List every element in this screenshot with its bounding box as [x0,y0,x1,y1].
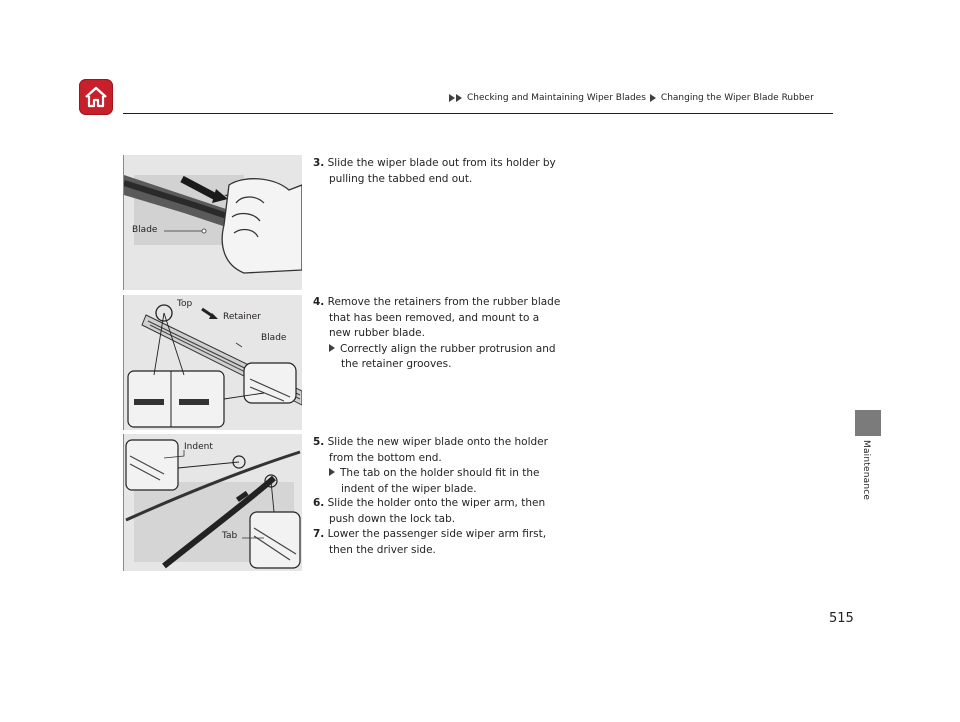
callout-indent: Indent [184,442,213,452]
step-number: 6. [313,497,325,509]
step-7 [313,527,563,558]
breadcrumb-arrow-icon [449,94,455,102]
home-button[interactable] [79,79,113,115]
step-text: Lower the passenger side wiper arm first, then the driver side. [327,528,547,556]
section-tab-marker[interactable] [855,410,881,436]
step-4 [313,295,563,373]
callout-blade: Blade [132,225,158,235]
illustration-remove-blade [123,155,302,290]
section-tab-label: Maintenance [861,440,871,501]
step-text: Remove the retainers from the rubber blade that has been removed, and mount to a new rubber blade. [327,296,561,339]
breadcrumb-item-page: Changing the Wiper Blade Rubber [660,93,814,103]
callout-top: Top [177,299,193,309]
step-number: 5. [313,436,325,448]
step-number: 4. [313,296,325,308]
home-icon [84,86,108,108]
step-text: Slide the new wiper blade onto the holder from the bottom end. [327,436,548,464]
breadcrumb-arrow-icon [650,94,656,102]
callout-blade: Blade [261,333,287,343]
breadcrumb-item-section[interactable]: Checking and Maintaining Wiper Blades [467,93,646,103]
step-number: 7. [313,528,325,540]
callout-tab: Tab [222,531,238,541]
illustration-retainers [123,295,302,430]
step-text: Slide the holder onto the wiper arm, then push down the lock tab. [327,497,546,525]
callout-retainer: Retainer [223,312,261,322]
step-6 [313,496,563,527]
step-note: The tab on the holder should fit in the indent of the wiper blade. [340,467,540,495]
illustration-indent-tab [123,434,302,571]
note-arrow-icon [329,468,335,476]
breadcrumb-arrow-icon [456,94,462,102]
step-3 [313,156,563,187]
step-note: Correctly align the rubber protrusion and the retainer grooves. [340,342,556,370]
page-number: 515 [829,611,854,626]
note-arrow-icon [329,344,335,352]
step-text: Slide the wiper blade out from its holder by pulling the tabbed end out. [327,157,556,185]
header-divider [123,113,833,114]
breadcrumb [449,93,814,103]
step-number: 3. [313,157,325,169]
step-5 [313,435,563,497]
